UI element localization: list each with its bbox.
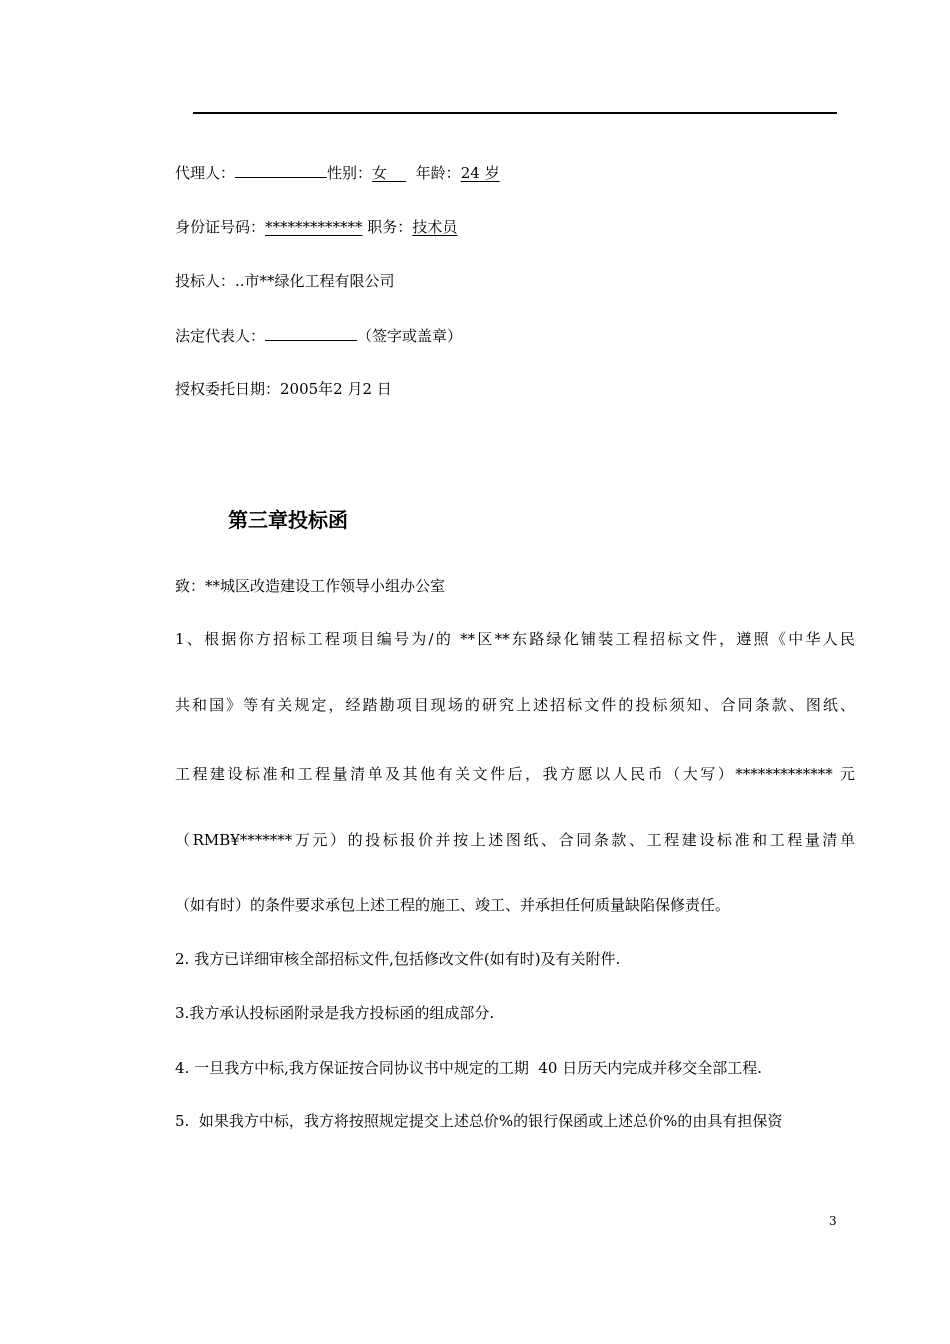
legal-rep-note: （签字或盖章） [357, 327, 463, 345]
addressee: 致：**城区改造建设工作领导小组办公室 [175, 577, 446, 595]
chapter-title: 第三章投标函 [228, 508, 348, 532]
agent-blank [235, 162, 327, 178]
item-3: 3.我方承认投标函附录是我方投标函的组成部分. [175, 1004, 495, 1022]
para1-line-3: 工程建设标准和工程量清单及其他有关文件后，我方愿以人民币（大写）************* 元 [175, 765, 855, 783]
position-label: 职务： [367, 218, 413, 236]
gender-value: 女 [372, 164, 388, 182]
para1-line-5: （如有时）的条件要求承包上述工程的施工、竣工、并承担任何质量缺陷保修责任。 [175, 896, 731, 914]
legal-rep-label: 法定代表人： [175, 327, 266, 345]
header-rule [193, 112, 837, 114]
position-value: 技术员 [412, 218, 458, 236]
id-line [175, 217, 457, 237]
age-value: 24 岁 [460, 164, 500, 182]
age-label: 年龄： [415, 164, 461, 182]
gender-label: 性别： [327, 164, 373, 182]
para1-line-1: 1、根据你方招标工程项目编号为/的 **区**东路绿化铺装工程招标文件，遵照《中华人民 [175, 630, 855, 648]
item-5: 5. 如果我方中标，我方将按照规定提交上述总价%的银行保函或上述总价%的由具有担保资 [175, 1112, 783, 1130]
auth-date-line: 授权委托日期：2005年2 月2 日 [175, 380, 392, 398]
id-label: 身份证号码： [175, 218, 266, 236]
bidder-line: 投标人：..市**绿化工程有限公司 [175, 272, 395, 290]
para1-line-4: （RMB¥*******万元）的投标报价并按上述图纸、合同条款、工程建设标准和工程量清单 [175, 831, 855, 849]
item-4: 4. 一旦我方中标,我方保证按合同协议书中规定的工期 40 日历天内完成并移交全部工程. [175, 1059, 763, 1077]
legal-rep-line [175, 325, 462, 346]
legal-rep-blank [265, 325, 357, 341]
agent-label: 代理人： [175, 164, 236, 182]
page-number: 3 [829, 1214, 837, 1228]
item-2: 2. 我方已详细审核全部招标文件,包括修改文件(如有时)及有关附件. [175, 950, 621, 968]
agent-line [175, 162, 500, 183]
id-value: ************* [265, 218, 363, 236]
para1-line-2: 共和国》等有关规定，经踏勘项目现场的研究上述招标文件的投标须知、合同条款、图纸、 [175, 696, 855, 714]
